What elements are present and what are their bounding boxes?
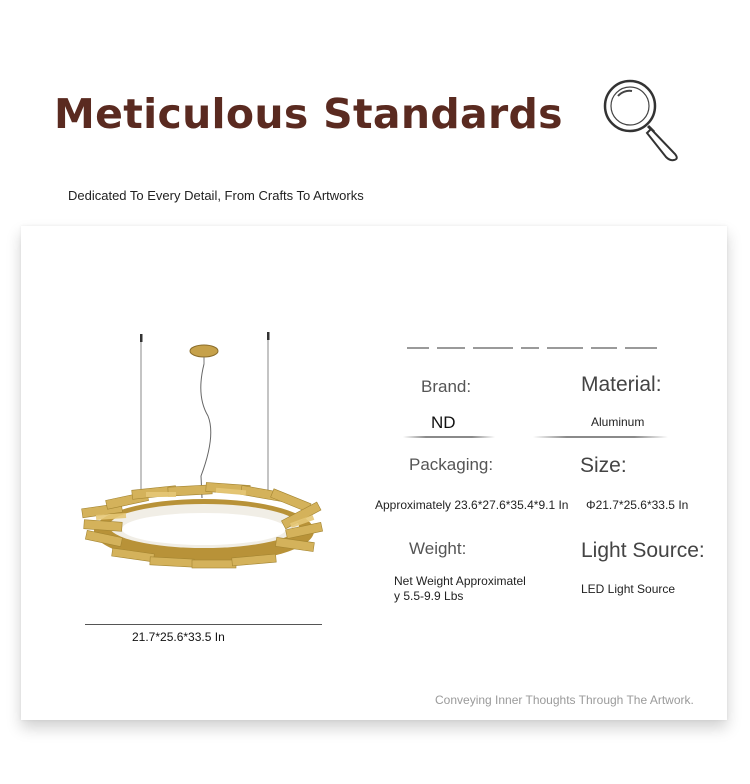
dimension-caption: 21.7*25.6*33.5 In [132, 630, 225, 644]
brand-underline [403, 436, 495, 438]
page-title: Meticulous Standards [54, 90, 563, 138]
decorative-divider [407, 346, 657, 350]
material-underline [533, 436, 668, 438]
brand-value: ND [431, 413, 456, 432]
magnifier-icon [596, 76, 686, 166]
size-value: Φ21.7*25.6*33.5 In [586, 498, 689, 512]
material-value: Aluminum [591, 415, 645, 429]
product-card [21, 226, 727, 720]
subtitle: Dedicated To Every Detail, From Crafts To Artworks [68, 188, 364, 203]
weight-value-line1: Net Weight Approximatel [394, 574, 526, 588]
packaging-label: Packaging: [409, 455, 494, 474]
weight-value-line2: y 5.5-9.9 Lbs [394, 589, 464, 603]
dimension-line [85, 624, 322, 625]
pendant-light-image [76, 326, 331, 586]
brand-label: Brand: [421, 377, 472, 396]
weight-label: Weight: [409, 539, 467, 558]
footer-tagline: Conveying Inner Thoughts Through The Artwork. [435, 693, 694, 707]
size-label: Size: [580, 454, 627, 477]
material-label: Material: [581, 373, 662, 396]
light-source-value: LED Light Source [581, 582, 676, 596]
light-source-label: Light Source: [581, 539, 705, 562]
packaging-value: Approximately 23.6*27.6*35.4*9.1 In [375, 498, 569, 512]
